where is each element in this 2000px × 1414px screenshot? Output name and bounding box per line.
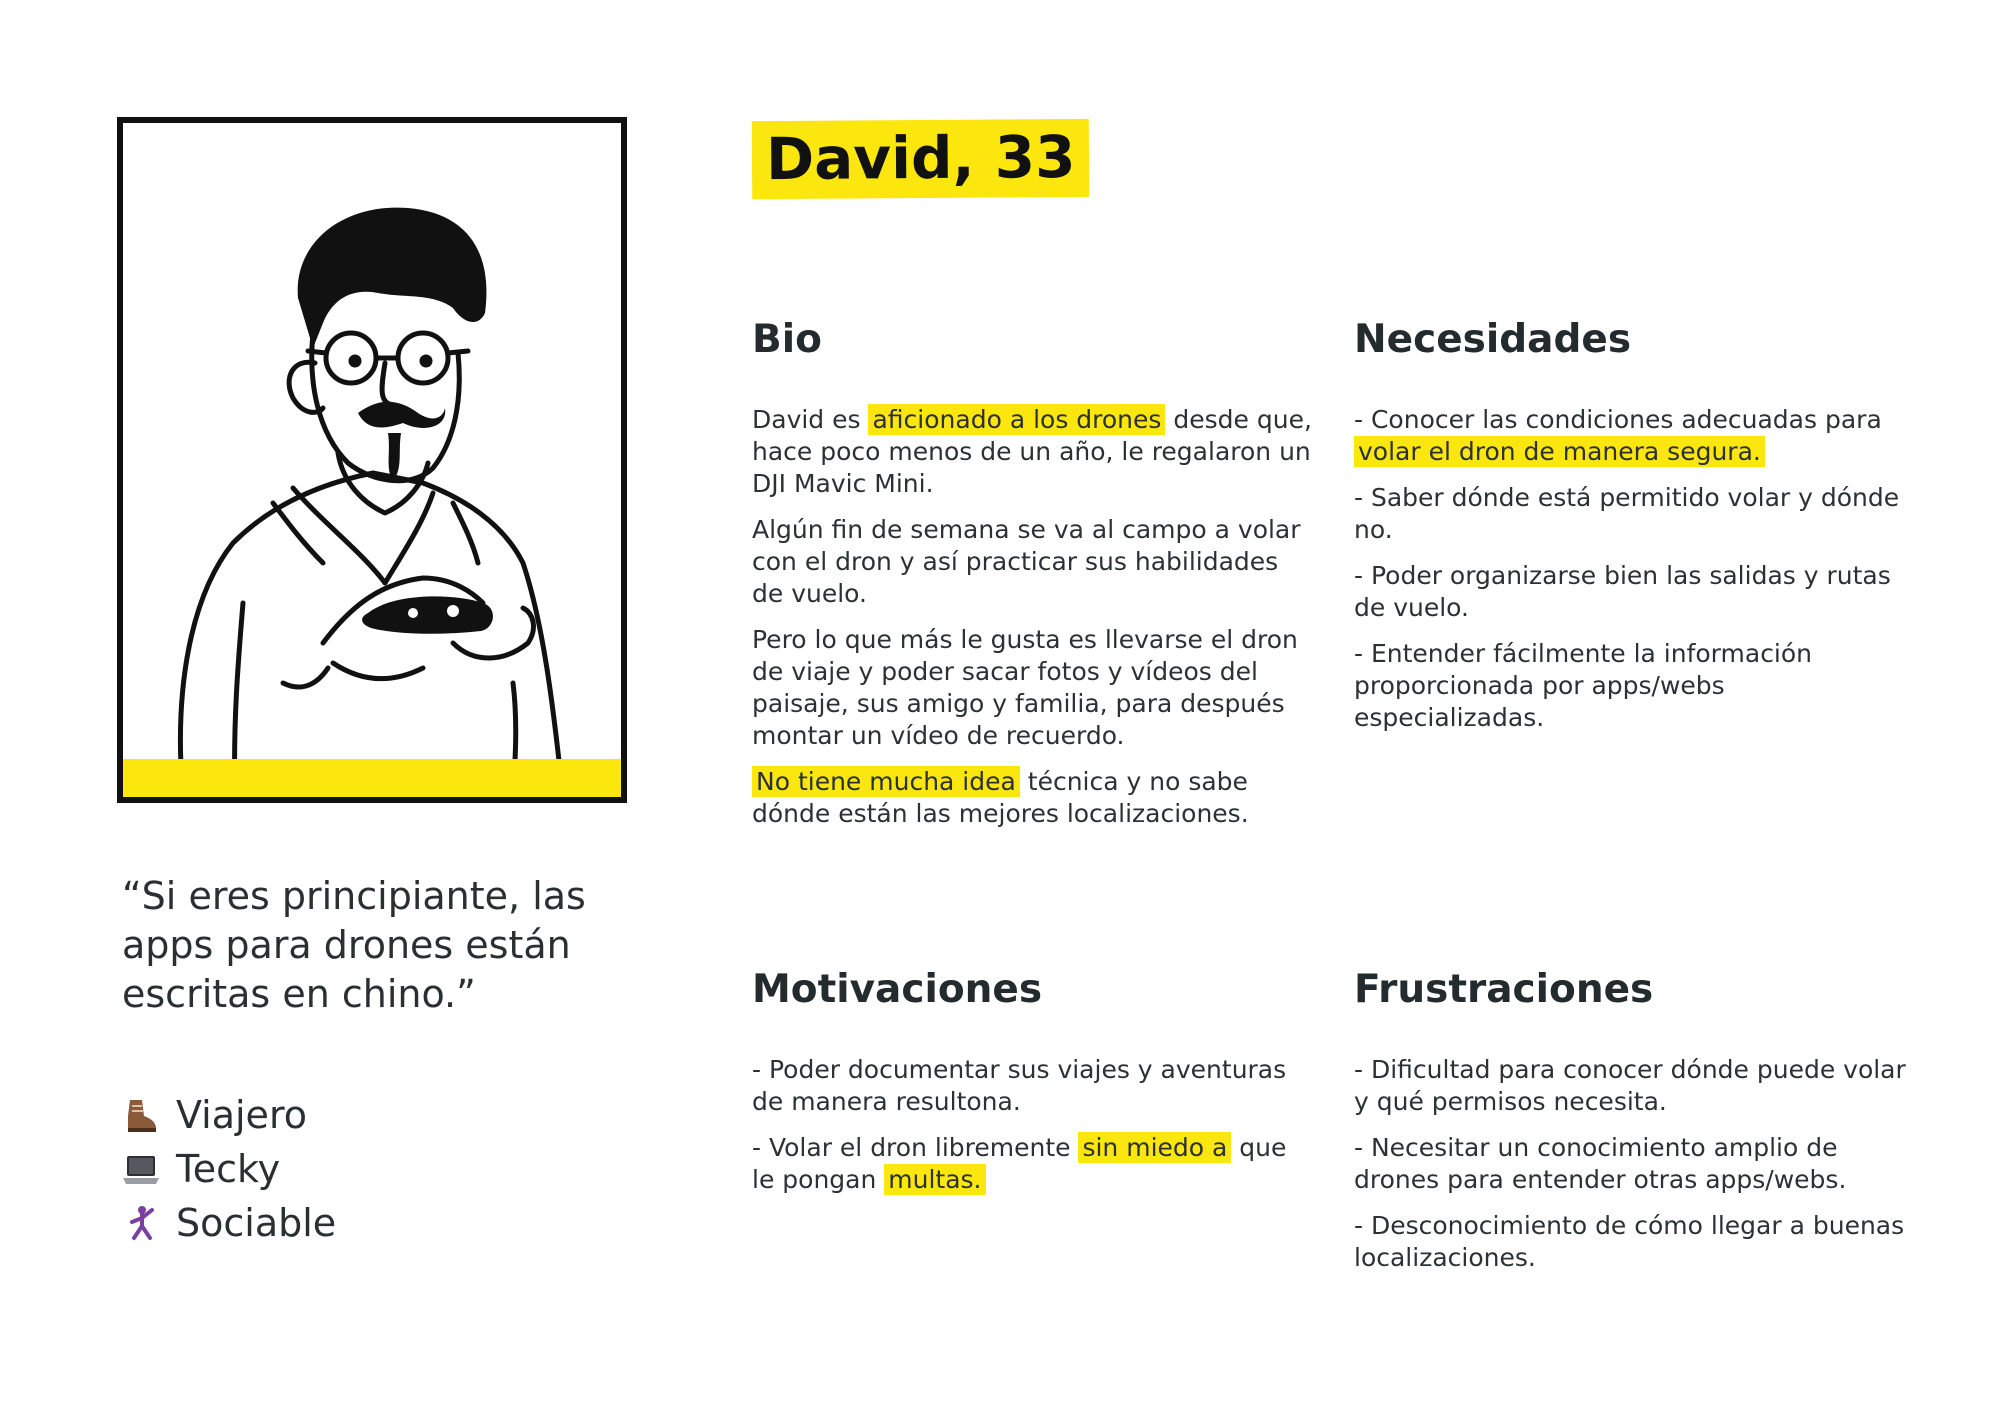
frustrations-section: [1354, 966, 1914, 1288]
trait-item: [122, 1088, 336, 1142]
persona-quote: “Si eres principiante, las apps para drones están escritas en chino.”: [122, 874, 586, 1016]
yellow-ground-band: [123, 759, 621, 797]
bio-paragraph: Pero lo que más le gusta es llevarse el dron de viaje y poder sacar fotos y vídeos del paisaje, sus amigo y familia, para después montar un vídeo de recuerdo.: [752, 625, 1298, 750]
motivations-item: - Poder documentar sus viajes y aventuras de manera resultona.: [752, 1055, 1287, 1116]
bio-section: [752, 316, 1312, 844]
dancer-icon: [122, 1204, 160, 1242]
needs-item: - Saber dónde está permitido volar y dónde no.: [1354, 483, 1900, 544]
persona-portrait: [117, 117, 627, 803]
motivations-highlight: multas.: [884, 1164, 985, 1195]
bio-title: Bio: [752, 317, 822, 362]
trait-list: [122, 1088, 336, 1250]
trait-item: [122, 1142, 336, 1196]
laptop-icon: [122, 1150, 160, 1188]
bio-highlight: aficionado a los drones: [868, 404, 1165, 435]
bio-paragraph: David es aficionado a los drones desde que, hace poco menos de un año, le regalaron un DJI Mavic Mini.: [752, 405, 1312, 498]
trait-label: Sociable: [176, 1201, 337, 1245]
bio-highlight: No tiene mucha idea: [752, 766, 1020, 797]
motivations-highlight: sin miedo a: [1078, 1132, 1231, 1163]
man-with-controller-illustration: [123, 123, 621, 797]
frustrations-title: Frustraciones: [1354, 967, 1654, 1012]
hiking-boot-icon: [122, 1096, 160, 1134]
motivations-section: [752, 966, 1312, 1210]
frustrations-item: - Necesitar un conocimiento amplio de drones para entender otras apps/webs.: [1354, 1133, 1847, 1194]
bio-paragraph: Algún fin de semana se va al campo a volar con el dron y así practicar sus habilidades de vuelo.: [752, 515, 1301, 608]
motivations-title: Motivaciones: [752, 967, 1043, 1012]
motivations-item: - Volar el dron libremente sin miedo a que le pongan multas.: [752, 1133, 1287, 1194]
bio-paragraph: No tiene mucha idea técnica y no sabe dónde están las mejores localizaciones.: [752, 767, 1249, 828]
needs-item: - Conocer las condiciones adecuadas para volar el dron de manera segura.: [1354, 405, 1882, 466]
needs-item: - Poder organizarse bien las salidas y rutas de vuelo.: [1354, 561, 1891, 622]
trait-label: Tecky: [176, 1147, 281, 1191]
needs-highlight: volar el dron de manera segura.: [1354, 436, 1765, 467]
trait-item: [122, 1196, 336, 1250]
needs-item: - Entender fácilmente la información proporcionada por apps/webs especializadas.: [1354, 639, 1813, 732]
persona-name: David, 33: [752, 119, 1090, 199]
needs-title: Necesidades: [1354, 317, 1632, 362]
needs-section: [1354, 316, 1914, 748]
frustrations-item: - Desconocimiento de cómo llegar a buenas localizaciones.: [1354, 1211, 1905, 1272]
trait-label: Viajero: [176, 1093, 307, 1137]
frustrations-item: - Dificultad para conocer dónde puede volar y qué permisos necesita.: [1354, 1055, 1906, 1116]
